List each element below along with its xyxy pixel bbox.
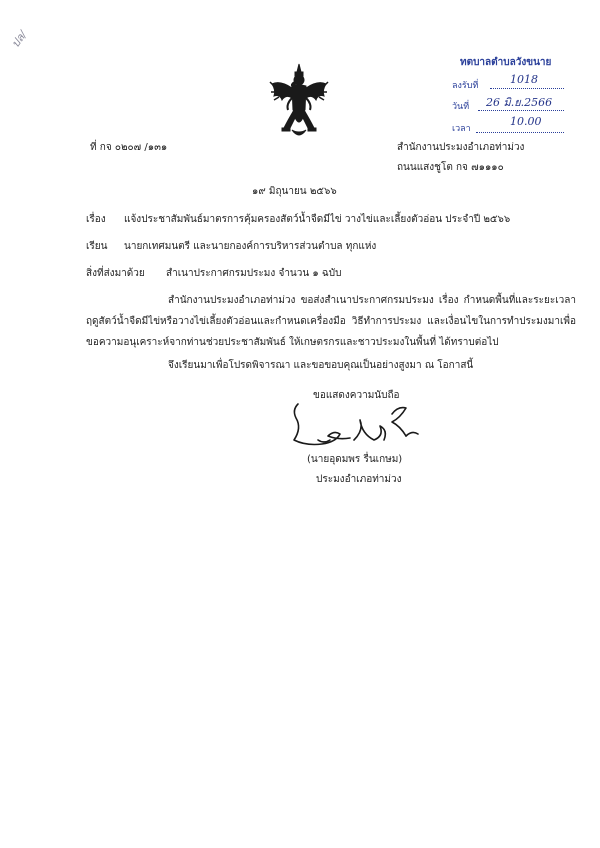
stamp-org: ทตบาลตำบลวังขนาย <box>460 57 552 68</box>
body-paragraph <box>86 290 576 353</box>
subject-label: เรื่อง <box>86 214 106 225</box>
body-text: สำนักงานประมงอำเภอท่าม่วง ขอส่งสำเนาประกาศกรมประมง เรื่อง กำหนดพื้นที่และระยะเวลาฤดูสัตว์น้ำจืดมีไข่หรือวางไข่เลี้ยงตัวอ่อนและกำหนดเครื่องมือ วิธีทำการประมง และเงื่อนไขในการทำประมงมาเพื่อขอความอนุเคราะห์จากท่านช่วยประชาสัมพันธ์ ให้เกษตรกรและชาวประมงในพื้นที่ ได้ทราบต่อไป <box>86 295 576 348</box>
signer-title: ประมงอำเภอท่าม่วง <box>316 474 402 485</box>
sender-address: ถนนแสงชูโต กจ ๗๑๑๑๐ <box>397 162 504 173</box>
receiving-stamp <box>452 55 564 137</box>
recipient-text: นายกเทศมนตรี และนายกองค์การบริหารส่วนตำบล ทุกแห่ง <box>124 241 377 252</box>
corner-handwritten-mark: ปล/ <box>8 28 30 51</box>
stamp-receive-label: ลงรับที่ <box>452 81 479 91</box>
stamp-receive-no: 1018 <box>510 73 538 86</box>
recipient-label: เรียน <box>86 241 108 252</box>
subject-text: แจ้งประชาสัมพันธ์มาตรการคุ้มครองสัตว์น้ำจืดมีไข่ วางไข่และเลี้ยงตัวอ่อน ประจำปี ๒๕๖๖ <box>124 214 511 225</box>
closing-salutation: ขอแสดงความนับถือ <box>313 390 400 401</box>
stamp-time-label: เวลา <box>452 124 471 134</box>
document-number: ที่ กจ ๐๒๐๗ /๑๓๑ <box>90 142 168 153</box>
enclosure-label: สิ่งที่ส่งมาด้วย <box>86 268 145 279</box>
stamp-date-label: วันที่ <box>452 102 470 112</box>
closing-request: จึงเรียนมาเพื่อโปรดพิจารณา และขอขอบคุณเป็นอย่างสูงมา ณ โอกาสนี้ <box>168 360 474 371</box>
document-date: ๑๙ มิถุนายน ๒๕๖๖ <box>252 186 337 197</box>
garuda-emblem <box>268 62 330 140</box>
enclosure-text: สำเนาประกาศกรมประมง จำนวน ๑ ฉบับ <box>166 268 342 279</box>
sender-office: สำนักงานประมงอำเภอท่าม่วง <box>397 142 525 153</box>
signer-name: (นายอุดมพร รื่นเกษม) <box>307 454 403 465</box>
stamp-time-value: 10.00 <box>510 115 542 128</box>
stamp-date-value: 26 มิ.ย.2566 <box>486 96 553 109</box>
